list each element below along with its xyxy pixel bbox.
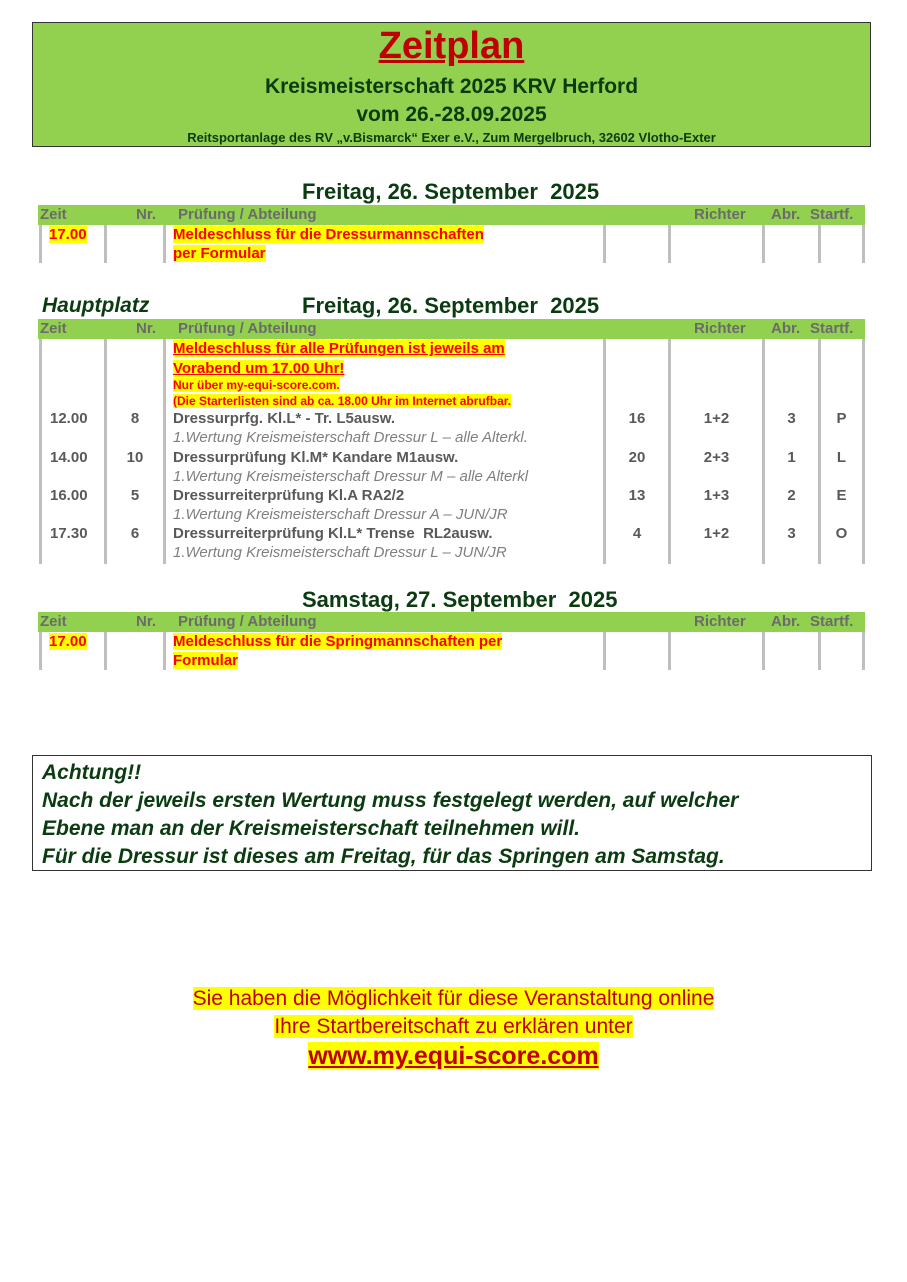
table-row-title: Dressurreiterprüfung Kl.A RA2/2 xyxy=(173,487,405,504)
table-row-nr: 5 xyxy=(130,487,140,504)
col-startf: Startf. xyxy=(810,613,854,630)
col-nr: Nr. xyxy=(136,613,157,630)
section2-table-body xyxy=(38,339,865,564)
table-row-startf: L xyxy=(836,449,847,466)
table-row-title: Dressurprfg. Kl.L* - Tr. L5ausw. xyxy=(173,410,395,427)
header-box xyxy=(32,22,871,147)
col-startf: Startf. xyxy=(810,206,854,223)
table-row-abr: 3 xyxy=(787,410,796,427)
section1-deadline-line1: Meldeschluss für die Dressurmannschaften xyxy=(173,226,484,243)
table-row-subtitle: 1.Wertung Kreismeisterschaft Dressur M – alle Alterkl xyxy=(173,468,529,485)
place-label: Hauptplatz xyxy=(42,294,150,317)
col-pruefung: Prüfung / Abteilung xyxy=(178,320,317,337)
col-zeit: Zeit xyxy=(40,613,67,630)
notice-text-line: Für die Dressur ist dieses am Freitag, für das Springen am Samstag. xyxy=(42,845,725,868)
online-info-line1: Sie haben die Möglichkeit für diese Veranstaltung online xyxy=(192,987,715,1010)
section1-table-body xyxy=(38,225,865,263)
section2-column-header xyxy=(38,319,865,339)
table-row-title: Dressurprüfung Kl.M* Kandare M1ausw. xyxy=(173,449,459,466)
venue-address: Reitsportanlage des RV „v.Bismarck“ Exer e.V., Zum Mergelbruch, 32602 Vlotho-Exter xyxy=(187,130,716,145)
table-row-starters: 16 xyxy=(628,410,646,427)
notice-heading: Achtung!! xyxy=(42,761,142,784)
notice-text-line: Nach der jeweils ersten Wertung muss festgelegt werden, auf welcher xyxy=(42,789,739,812)
table-row-startf: P xyxy=(836,410,847,427)
table-row-subtitle: 1.Wertung Kreismeisterschaft Dressur A – JUN/JR xyxy=(173,506,508,523)
table-row-starters: 20 xyxy=(628,449,646,466)
col-pruefung: Prüfung / Abteilung xyxy=(178,206,317,223)
section3-table-body xyxy=(38,632,865,670)
table-row-starters: 13 xyxy=(628,487,646,504)
table-row-richter: 2+3 xyxy=(703,449,730,466)
notice-line2: Vorabend um 17.00 Uhr! xyxy=(173,360,345,377)
table-row-startf: O xyxy=(835,525,848,542)
col-pruefung: Prüfung / Abteilung xyxy=(178,613,317,630)
table-row-nr: 6 xyxy=(130,525,140,542)
table-row-nr: 8 xyxy=(130,410,140,427)
table-row-subtitle: 1.Wertung Kreismeisterschaft Dressur L – JUN/JR xyxy=(173,544,507,561)
section2-day-title: Freitag, 26. September 2025 xyxy=(302,293,600,318)
table-row-subtitle: 1.Wertung Kreismeisterschaft Dressur L – alle Alterkl. xyxy=(173,429,528,446)
online-info-line2: Ihre Startbereitschaft zu erklären unter xyxy=(274,1015,633,1038)
notice-text-line: Ebene man an der Kreismeisterschaft teilnehmen will. xyxy=(42,817,581,840)
table-row-startf: E xyxy=(836,487,847,504)
table-row-nr: 10 xyxy=(126,449,144,466)
section1-column-header xyxy=(38,205,865,225)
page-title: Zeitplan xyxy=(378,25,525,67)
col-nr: Nr. xyxy=(136,320,157,337)
section1-deadline-line2: per Formular xyxy=(173,245,266,262)
section1-time: 17.00 xyxy=(49,226,87,243)
table-row-richter: 1+2 xyxy=(703,410,730,427)
notice-line1: Meldeschluss für alle Prüfungen ist jeweils am xyxy=(173,340,505,357)
notice-line3: Nur über my-equi-score.com. xyxy=(173,378,340,392)
col-zeit: Zeit xyxy=(40,206,67,223)
col-abr: Abr. xyxy=(771,613,801,630)
col-abr: Abr. xyxy=(771,206,801,223)
table-row-abr: 2 xyxy=(787,487,796,504)
online-url-link[interactable]: www.my.equi-score.com xyxy=(308,1042,599,1070)
table-row-starters: 4 xyxy=(632,525,642,542)
section3-deadline-line1: Meldeschluss für die Springmannschaften per xyxy=(173,633,503,650)
section3-column-header xyxy=(38,612,865,632)
table-row-richter: 1+3 xyxy=(703,487,730,504)
col-richter: Richter xyxy=(694,320,746,337)
notice-box xyxy=(32,755,872,871)
table-row-richter: 1+2 xyxy=(703,525,730,542)
col-abr: Abr. xyxy=(771,320,801,337)
notice-line4: (Die Starterlisten sind ab ca. 18.00 Uhr im Internet abrufbar. xyxy=(173,394,512,408)
section3-day-title: Samstag, 27. September 2025 xyxy=(302,587,618,612)
table-row-time: 17.30 xyxy=(50,525,88,542)
section3-deadline-line2: Formular xyxy=(173,652,239,669)
table-row-time: 14.00 xyxy=(50,449,88,466)
event-dates: vom 26.-28.09.2025 xyxy=(356,103,547,126)
section3-time: 17.00 xyxy=(49,633,87,650)
table-row-time: 16.00 xyxy=(50,487,88,504)
col-nr: Nr. xyxy=(136,206,157,223)
col-richter: Richter xyxy=(694,206,746,223)
event-name: Kreismeisterschaft 2025 KRV Herford xyxy=(264,75,639,98)
col-richter: Richter xyxy=(694,613,746,630)
col-zeit: Zeit xyxy=(40,320,67,337)
col-startf: Startf. xyxy=(810,320,854,337)
section1-day-title: Freitag, 26. September 2025 xyxy=(302,179,600,204)
table-row-abr: 3 xyxy=(787,525,796,542)
table-row-abr: 1 xyxy=(787,449,796,466)
table-row-title: Dressurreiterprüfung Kl.L* Trense RL2ausw. xyxy=(173,525,493,542)
table-row-time: 12.00 xyxy=(50,410,88,427)
